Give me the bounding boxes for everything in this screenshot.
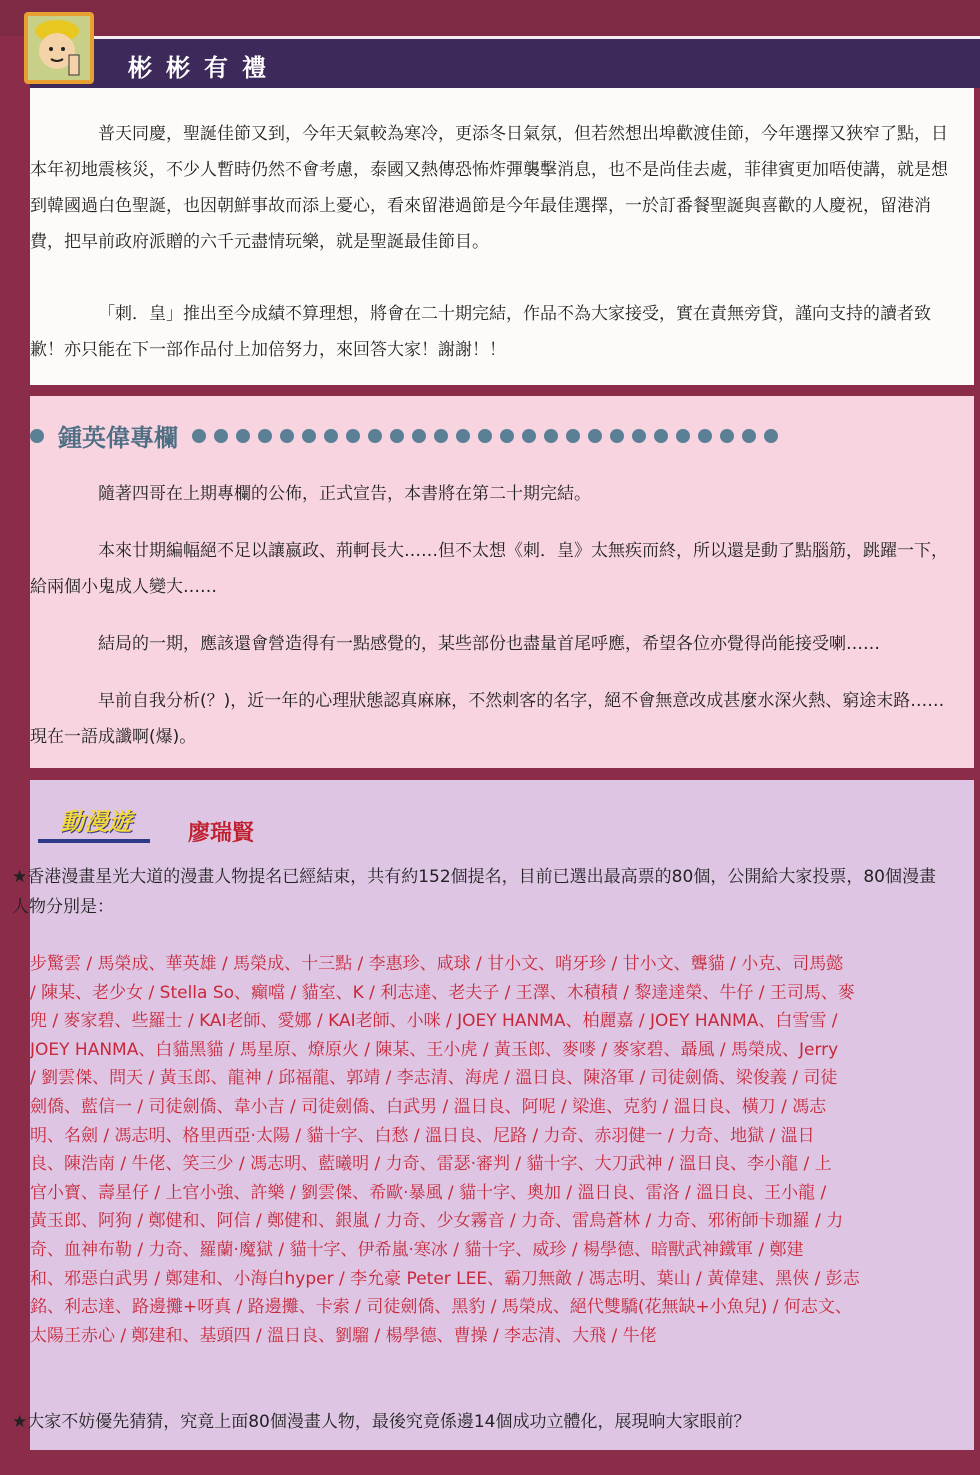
character-list-line: 奇、血神布勒 / 力奇、羅蘭‧魔獄 / 貓十字、伊希嵐‧寒冰 / 貓十字、威珍 / 楊學德、暗獸武神鐵軍 / 鄭建 bbox=[30, 1239, 804, 1260]
paragraph: 結局的一期，應該還會營造得有一點感覺的，某些部份也盡量首尾呼應，希望各位亦覺得尚能接受喇…… bbox=[98, 634, 880, 654]
character-list-line: 黃玉郎、阿狗 / 鄭健和、阿信 / 鄭健和、銀嵐 / 力奇、少女霧音 / 力奇、雷鳥蒼林 / 力奇、邪術師卡珈羅 / 力 bbox=[30, 1211, 844, 1232]
column-heading bbox=[30, 418, 778, 453]
section-logo: 動漫遊 bbox=[38, 802, 150, 843]
character-list-line: / 陳某、老少女 / Stella So、癲噹 / 貓室、K / 利志達、老夫子 / 王澤、木積積 / 黎達達榮、牛仔 / 王司馬、麥 bbox=[30, 982, 855, 1003]
character-list-line: 步驚雲 / 馬榮成、華英雄 / 馬榮成、十三點 / 李惠珍、咸球 / 甘小文、哨牙珍 / 甘小文、聾貓 / 小克、司馬懿 bbox=[30, 954, 844, 974]
character-list-line: 良、陳浩南 / 牛佬、笑三少 / 馮志明、藍曦明 / 力奇、雷瑟‧審判 / 貓十字、大刀武神 / 溫日良、李小龍 / 上 bbox=[30, 1154, 832, 1175]
paragraph: 本來廿期編幅絕不足以讓嬴政、荊軻長大……但不太想《刺．皇》太無疾而終，所以還是動了點腦筋，跳躍一下，給兩個小鬼成人變大…… bbox=[30, 541, 948, 597]
editorial-section bbox=[30, 88, 974, 385]
top-band bbox=[0, 0, 980, 36]
section-title: 彬彬有禮 bbox=[128, 54, 280, 82]
character-list-line: 劍僑、藍信一 / 司徒劍僑、韋小吉 / 司徒劍僑、白武男 / 溫日良、阿呢 / 梁進、克豹 / 溫日良、橫刀 / 馮志 bbox=[30, 1096, 827, 1117]
character-list-line: 太陽王赤心 / 鄭建和、基頭四 / 溫日良、劉騮 / 楊學德、曹操 / 李志清、大飛 / 牛佬 bbox=[30, 1325, 657, 1346]
character-list-line: 兜 / 麥家碧、些羅士 / KAI老師、愛娜 / KAI老師、小咪 / JOEY HANMA、柏麗嘉 / JOEY HANMA、白雪雪 / bbox=[30, 1011, 838, 1032]
character-list-line: 銘、利志達、路邊攤+呀真 / 路邊攤、卡索 / 司徒劍僑、黑豹 / 馬榮成、絕代雙驕(花無缺+小魚兒) / 何志文、 bbox=[30, 1297, 852, 1318]
paragraph: 「刺．皇」推出至今成績不算理想，將會在二十期完結，作品不為大家接受，實在責無旁貸，謹向支持的讀者致歉！亦只能在下一部作品付上加倍努力，來回答大家！謝謝！！ bbox=[30, 304, 931, 360]
mascot-avatar-icon bbox=[24, 12, 94, 84]
character-list-line: 明、名劍 / 馮志明、格里西亞‧太陽 / 貓十字、白愁 / 溫日良、尼路 / 力奇、赤羽健一 / 力奇、地獄 / 溫日 bbox=[30, 1125, 815, 1146]
character-list-line: JOEY HANMA、白貓黑貓 / 馬星原、燎原火 / 陳某、王小虎 / 黃玉郎、麥嘜 / 麥家碧、聶風 / 馬榮成、Jerry bbox=[30, 1039, 839, 1060]
column-section bbox=[30, 396, 974, 768]
character-list-line: 和、邪惡白武男 / 鄭建和、小海白hyper / 李允豪 Peter LEE、霸刀無敵 / 馮志明、葉山 / 黃偉建、黑俠 / 彭志 bbox=[30, 1268, 860, 1289]
paragraph: 早前自我分析(？)，近一年的心理狀態認真麻麻，不然刺客的名字，絕不會無意改成甚麼水深火熱、窮途末路……現在一語成讖啊(爆)。 bbox=[30, 691, 945, 747]
character-list bbox=[30, 950, 960, 1350]
paragraph: 隨著四哥在上期專欄的公佈，正式宣告，本書將在第二十期完結。 bbox=[98, 484, 591, 504]
anime-section bbox=[12, 780, 974, 1450]
paragraph: 普天同慶，聖誕佳節又到，今年天氣較為寒冷，更添冬日氣氛，但若然想出埠歡渡佳節，今年選擇又狹窄了點，日本年初地震核災，不少人暫時仍然不會考慮，泰國又熱傳恐怖炸彈襲擊消息，也不是尚佳去處，菲律賓更加唔使講，就是想到韓國過白色聖誕，也因朝鮮事故而添上憂心，看來留港過節是今年最佳選擇，一於訂番餐聖誕與喜歡的人慶祝，留港消費，把早前政府派贈的六千元盡情玩樂，就是聖誕最佳節目。 bbox=[30, 124, 948, 252]
outro-paragraph: ★大家不妨優先猜猜，究竟上面80個漫畫人物，最後究竟係邊14個成功立體化，展現晌大家眼前？ bbox=[12, 1412, 751, 1432]
character-list-line: / 劉雲傑、問天 / 黃玉郎、龍神 / 邱福龍、郭靖 / 李志清、海虎 / 溫日良、陳洛軍 / 司徒劍僑、梁俊義 / 司徒 bbox=[30, 1068, 838, 1089]
character-list-line: 官小寶、壽星仔 / 上官小強、許樂 / 劉雲傑、希歐‧暴風 / 貓十字、奧加 / 溫日良、雷洛 / 溫日良、王小龍 / bbox=[30, 1182, 827, 1203]
author-name: 廖瑞賢 bbox=[188, 821, 255, 846]
intro-paragraph: ★香港漫畫星光大道的漫畫人物提名已經結束，共有約152個提名，目前已選出最高票的80個，公開給大家投票，80個漫畫人物分別是： bbox=[12, 867, 936, 917]
column-title: 鍾英偉專欄 bbox=[58, 424, 178, 452]
bullet-dot-icon bbox=[30, 429, 44, 443]
